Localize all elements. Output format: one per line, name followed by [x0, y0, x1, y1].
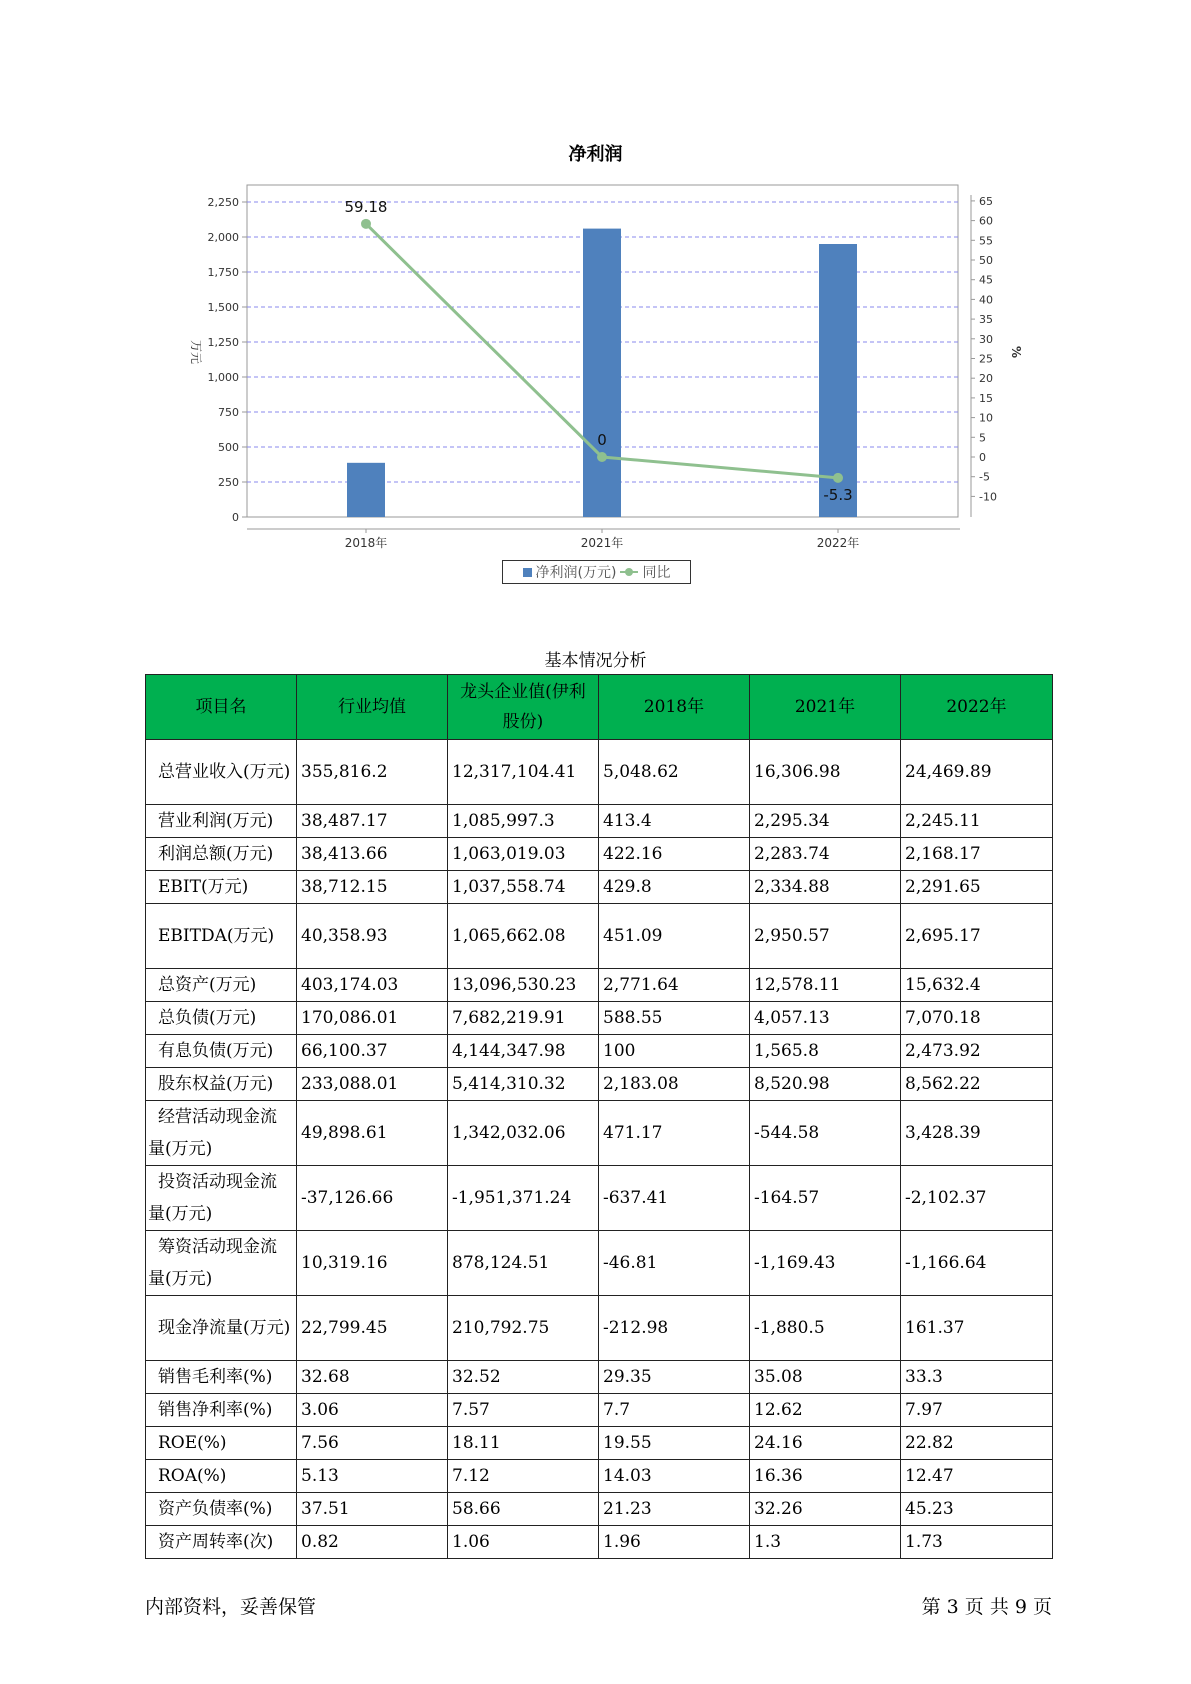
left-axis-title: 万元	[189, 339, 203, 365]
basic-analysis-table	[145, 674, 1053, 1559]
left-tick-label: 2,250	[207, 196, 239, 209]
right-tick-label: 60	[979, 214, 993, 228]
row-label: 资产周转率(次)	[146, 1526, 297, 1559]
table-row	[146, 1068, 1053, 1101]
table-cell: 49,898.61	[297, 1101, 448, 1166]
table-row	[146, 1361, 1053, 1394]
table-cell: -212.98	[599, 1296, 750, 1361]
bar-legend-label: 净利润(万元)	[535, 565, 617, 581]
table-cell: 451.09	[599, 904, 750, 969]
row-label: 总资产(万元)	[146, 969, 297, 1002]
table-cell: -637.41	[599, 1166, 750, 1231]
row-label: ROE(%)	[146, 1427, 297, 1460]
table-row	[146, 1166, 1053, 1231]
table-cell: 471.17	[599, 1101, 750, 1166]
table-cell: 12,578.11	[750, 969, 901, 1002]
table-cell: 1,063,019.03	[448, 838, 599, 871]
left-tick-label: 750	[218, 406, 239, 419]
table-cell: 170,086.01	[297, 1002, 448, 1035]
table-cell: 10,319.16	[297, 1231, 448, 1296]
table-cell: 2,334.88	[750, 871, 901, 904]
column-header: 行业均值	[297, 675, 448, 740]
x-tick-label: 2018年	[344, 536, 388, 550]
left-tick-label: 1,500	[207, 301, 239, 314]
left-tick-label: 0	[232, 511, 239, 524]
table-cell: 35.08	[750, 1361, 901, 1394]
net-profit-chart	[0, 0, 1191, 600]
table-cell: 32.26	[750, 1493, 901, 1526]
line-legend-swatch	[620, 567, 638, 577]
row-label: 销售净利率(%)	[146, 1394, 297, 1427]
table-cell: -1,169.43	[750, 1231, 901, 1296]
table-row	[146, 904, 1053, 969]
table-cell: 1,065,662.08	[448, 904, 599, 969]
bar-legend-swatch	[523, 568, 532, 577]
x-tick-label: 2022年	[816, 536, 860, 550]
table-cell: 22,799.45	[297, 1296, 448, 1361]
net-profit-bar	[583, 229, 621, 517]
table-row	[146, 1427, 1053, 1460]
row-label: EBITDA(万元)	[146, 904, 297, 969]
right-tick-label: 45	[979, 273, 993, 287]
table-cell: 8,562.22	[901, 1068, 1053, 1101]
line-legend-label: 同比	[642, 565, 671, 581]
table-cell: 413.4	[599, 805, 750, 838]
table-cell: 429.8	[599, 871, 750, 904]
row-label: 经营活动现金流量(万元)	[146, 1101, 297, 1166]
table-cell: 1,565.8	[750, 1035, 901, 1068]
yoy-point	[597, 452, 607, 462]
table-row	[146, 1394, 1053, 1427]
table-cell: 1.96	[599, 1526, 750, 1559]
table-cell: 19.55	[599, 1427, 750, 1460]
table-cell: 2,950.57	[750, 904, 901, 969]
table-cell: -1,166.64	[901, 1231, 1053, 1296]
table-cell: 1,342,032.06	[448, 1101, 599, 1166]
table-cell: 24.16	[750, 1427, 901, 1460]
table-cell: 16,306.98	[750, 740, 901, 805]
left-tick-label: 1,000	[207, 371, 239, 384]
table-row	[146, 969, 1053, 1002]
table-cell: 38,487.17	[297, 805, 448, 838]
table-row	[146, 871, 1053, 904]
table-cell: 2,168.17	[901, 838, 1053, 871]
table-cell: 878,124.51	[448, 1231, 599, 1296]
table-cell: 2,295.34	[750, 805, 901, 838]
right-tick-label: -10	[979, 490, 997, 504]
column-header: 项目名	[146, 675, 297, 740]
right-tick-label: 50	[979, 254, 993, 267]
table-cell: 32.68	[297, 1361, 448, 1394]
table-cell: 588.55	[599, 1002, 750, 1035]
table-cell: 1.06	[448, 1526, 599, 1559]
chart-legend	[502, 560, 691, 584]
table-cell: 8,520.98	[750, 1068, 901, 1101]
left-tick-label: 500	[218, 441, 239, 454]
table-cell: 7.57	[448, 1394, 599, 1427]
table-cell: -544.58	[750, 1101, 901, 1166]
table-cell: 2,473.92	[901, 1035, 1053, 1068]
table-cell: -1,880.5	[750, 1296, 901, 1361]
table-cell: 403,174.03	[297, 969, 448, 1002]
table-row	[146, 740, 1053, 805]
table-row	[146, 1526, 1053, 1559]
table-row	[146, 838, 1053, 871]
table-cell: 3.06	[297, 1394, 448, 1427]
table-caption: 基本情况分析	[544, 651, 647, 671]
yoy-data-label: 59.18	[344, 197, 388, 216]
table-cell: 16.36	[750, 1460, 901, 1493]
table-cell: -164.57	[750, 1166, 901, 1231]
table-cell: 7,070.18	[901, 1002, 1053, 1035]
table-cell: 33.3	[901, 1361, 1053, 1394]
table-cell: 7,682,219.91	[448, 1002, 599, 1035]
column-header: 2021年	[750, 675, 901, 740]
left-tick-label: 2,000	[207, 231, 239, 244]
column-header: 2022年	[901, 675, 1053, 740]
right-tick-label: 65	[979, 194, 993, 208]
table-cell: 21.23	[599, 1493, 750, 1526]
table-cell: 7.56	[297, 1427, 448, 1460]
table-cell: 7.12	[448, 1460, 599, 1493]
table-cell: 355,816.2	[297, 740, 448, 805]
table-cell: 5,048.62	[599, 740, 750, 805]
yoy-point	[361, 219, 371, 229]
row-label: 总负债(万元)	[146, 1002, 297, 1035]
table-row	[146, 1035, 1053, 1068]
table-cell: 7.97	[901, 1394, 1053, 1427]
table-cell: 66,100.37	[297, 1035, 448, 1068]
table-cell: -1,951,371.24	[448, 1166, 599, 1231]
footer-confidential: 内部资料，妥善保管	[145, 1596, 317, 1618]
right-tick-label: 25	[979, 352, 993, 366]
right-tick-label: 55	[979, 234, 993, 248]
right-tick-label: 5	[979, 431, 986, 445]
right-tick-label: -5	[979, 470, 990, 484]
table-cell: 58.66	[448, 1493, 599, 1526]
row-label: 利润总额(万元)	[146, 838, 297, 871]
table-cell: 45.23	[901, 1493, 1053, 1526]
table-cell: 2,695.17	[901, 904, 1053, 969]
table-cell: 1.3	[750, 1526, 901, 1559]
row-label: 股东权益(万元)	[146, 1068, 297, 1101]
right-tick-label: 15	[979, 391, 993, 405]
table-cell: 1.73	[901, 1526, 1053, 1559]
table-cell: 210,792.75	[448, 1296, 599, 1361]
table-row	[146, 1002, 1053, 1035]
chart-canvas	[0, 0, 1191, 600]
right-tick-label: 40	[979, 293, 993, 307]
row-label: 现金净流量(万元)	[146, 1296, 297, 1361]
right-tick-label: 0	[979, 451, 986, 464]
table-cell: 2,183.08	[599, 1068, 750, 1101]
table-row	[146, 1460, 1053, 1493]
column-header: 龙头企业值(伊利股份)	[448, 675, 599, 740]
table-header-row	[146, 675, 1053, 740]
table-cell: 38,712.15	[297, 871, 448, 904]
table-row	[146, 1231, 1053, 1296]
table-cell: 5.13	[297, 1460, 448, 1493]
table-cell: 4,057.13	[750, 1002, 901, 1035]
right-tick-label: 35	[979, 313, 993, 327]
table-cell: 100	[599, 1035, 750, 1068]
table-cell: 14.03	[599, 1460, 750, 1493]
table-cell: 233,088.01	[297, 1068, 448, 1101]
table-row	[146, 1493, 1053, 1526]
left-tick-label: 250	[218, 476, 239, 489]
table-cell: 32.52	[448, 1361, 599, 1394]
table-cell: 24,469.89	[901, 740, 1053, 805]
table-cell: 1,085,997.3	[448, 805, 599, 838]
row-label: ROA(%)	[146, 1460, 297, 1493]
table-cell: 40,358.93	[297, 904, 448, 969]
footer-page-number: 第 3 页 共 9 页	[921, 1596, 1052, 1618]
row-label: 投资活动现金流量(万元)	[146, 1166, 297, 1231]
table-cell: 22.82	[901, 1427, 1053, 1460]
table-cell: 12.62	[750, 1394, 901, 1427]
row-label: EBIT(万元)	[146, 871, 297, 904]
table-cell: 2,245.11	[901, 805, 1053, 838]
right-tick-label: 30	[979, 332, 993, 346]
right-axis-title: %	[1009, 345, 1023, 359]
right-tick-label: 10	[979, 411, 993, 425]
net-profit-bar	[347, 463, 385, 517]
table-cell: 2,771.64	[599, 969, 750, 1002]
table-cell: 13,096,530.23	[448, 969, 599, 1002]
table-cell: 2,283.74	[750, 838, 901, 871]
x-tick-label: 2021年	[580, 536, 624, 550]
row-label: 营业利润(万元)	[146, 805, 297, 838]
right-tick-label: 20	[979, 372, 993, 386]
table-cell: 4,144,347.98	[448, 1035, 599, 1068]
row-label: 筹资活动现金流量(万元)	[146, 1231, 297, 1296]
table-cell: 15,632.4	[901, 969, 1053, 1002]
table-cell: 29.35	[599, 1361, 750, 1394]
table-cell: 38,413.66	[297, 838, 448, 871]
row-label: 总营业收入(万元)	[146, 740, 297, 805]
yoy-data-label: -5.3	[823, 485, 853, 504]
left-tick-label: 1,750	[207, 266, 239, 279]
yoy-point	[833, 473, 843, 483]
table-cell: 37.51	[297, 1493, 448, 1526]
table-cell: 161.37	[901, 1296, 1053, 1361]
table-cell: 2,291.65	[901, 871, 1053, 904]
table-cell: -2,102.37	[901, 1166, 1053, 1231]
table-cell: 7.7	[599, 1394, 750, 1427]
table-row	[146, 805, 1053, 838]
table-cell: 0.82	[297, 1526, 448, 1559]
table-cell: -37,126.66	[297, 1166, 448, 1231]
table-cell: 12.47	[901, 1460, 1053, 1493]
row-label: 有息负债(万元)	[146, 1035, 297, 1068]
table-row	[146, 1296, 1053, 1361]
column-header: 2018年	[599, 675, 750, 740]
yoy-data-label: 0	[597, 431, 607, 449]
table-cell: 3,428.39	[901, 1101, 1053, 1166]
table-cell: 12,317,104.41	[448, 740, 599, 805]
table-cell: 1,037,558.74	[448, 871, 599, 904]
chart-title: 净利润	[568, 144, 623, 165]
row-label: 资产负债率(%)	[146, 1493, 297, 1526]
table-row	[146, 1101, 1053, 1166]
table-cell: -46.81	[599, 1231, 750, 1296]
left-tick-label: 1,250	[207, 336, 239, 349]
row-label: 销售毛利率(%)	[146, 1361, 297, 1394]
table-cell: 18.11	[448, 1427, 599, 1460]
table-cell: 5,414,310.32	[448, 1068, 599, 1101]
table-cell: 422.16	[599, 838, 750, 871]
